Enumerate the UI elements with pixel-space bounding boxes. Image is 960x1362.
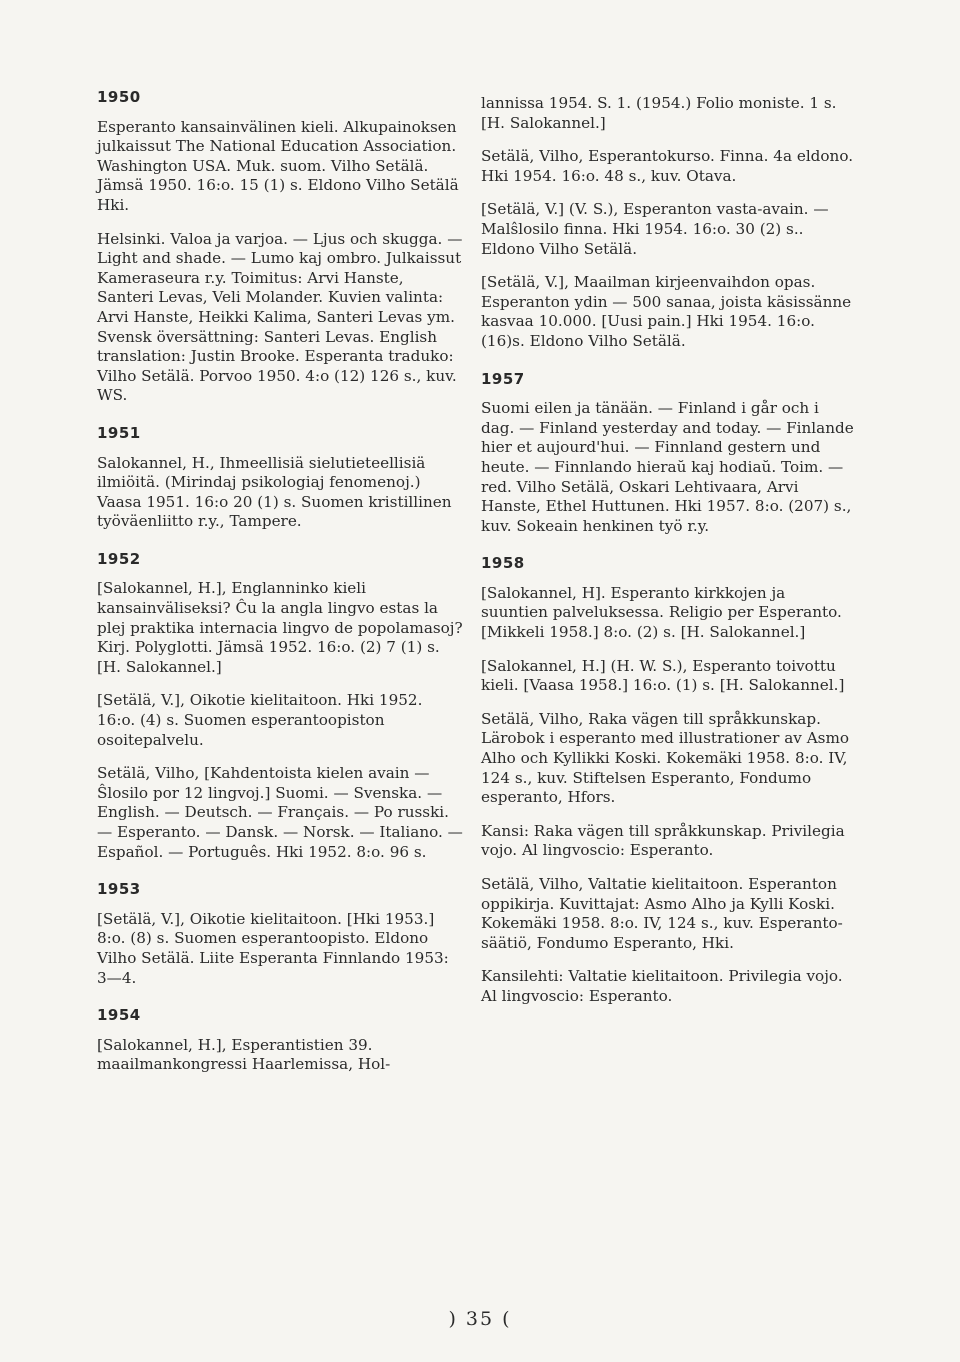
right-column	[481, 94, 855, 1021]
bibliography-entry: Salokannel, H., Ihmeellisiä sielutieteellisiä ilmiöitä. (Mirindaj psikologiaj fenomenoj.) Vaasa 1951. 16:o 20 (1) s. Suomen kristillinen työväenliitto r.y., Tampere.	[97, 453, 452, 531]
year-heading: 1958	[481, 554, 525, 573]
bibliography-entry: Helsinki. Valoa ja varjoa. — Ljus och skugga. — Light and shade. — Lumo kaj ombro. Julkaissut Kameraseura r.y. Toimitus: Arvi Hanste, Santeri Levas, Veli Molander. Kuvien valinta: Arvi Hanste, Heikki Kalima, Santeri Levas ym. Svensk översättning: Santeri Levas. English translation: Justin Brooke. Esperanta traduko: Vilho Setälä. Porvoo 1950. 4:o (12) 126 s., kuv. WS.	[97, 229, 463, 405]
bibliography-entry: [Salokannel, H.], Esperantistien 39. maailmankongressi Haarlemissa, Hol-	[97, 1035, 391, 1074]
bibliography-entry: Kansilehti: Valtatie kielitaitoon. Privilegia vojo. Al lingvoscio: Esperanto.	[481, 967, 843, 1005]
bibliography-entry: lannissa 1954. S. 1. (1954.) Folio moniste. 1 s. [H. Salokannel.]	[481, 94, 837, 132]
bibliography-entry: [Salokannel, H.] (H. W. S.), Esperanto toivottu kieli. [Vaasa 1958.] 16:o. (1) s. [H. Salokannel.]	[481, 656, 845, 695]
year-heading: 1953	[97, 880, 141, 899]
year-heading: 1954	[97, 1006, 141, 1025]
bibliography-entry: Esperanto kansainvälinen kieli. Alkupainoksen julkaissut The National Education Association. Washington USA. Muk. suom. Vilho Setälä. Jämsä 1950. 16:o. 15 (1) s. Eldono Vilho Setälä Hki.	[97, 117, 459, 214]
page-number: ) 35 (	[448, 1308, 512, 1330]
bibliography-entry: Setälä, Vilho, Esperantokurso. Finna. 4a eldono. Hki 1954. 16:o. 48 s., kuv. Otava.	[481, 147, 854, 185]
bibliography-entry: [Setälä, V.], Oikotie kielitaitoon. [Hki 1953.] 8:o. (8) s. Suomen esperantoopisto. Eldono Vilho Setälä. Liite Esperanta Finnlando 1953: 3—4.	[97, 909, 449, 987]
bibliography-entry: Setälä, Vilho, Raka vägen till språkkunskap. Lärobok i esperanto med illustrationer av Asmo Alho och Kyllikki Koski. Kokemäki 1958. 8:o. IV, 124 s., kuv. Stiftelsen Esperanto, Fondumo esperanto, Hfors.	[481, 709, 850, 807]
bibliography-entry: [Salokannel, H]. Esperanto kirkkojen ja suuntien palveluksessa. Religio per Esperanto. [Mikkeli 1958.] 8:o. (2) s. [H. Salokannel.]	[481, 583, 842, 642]
bibliography-entry: [Salokannel, H.], Englanninko kieli kansainväliseksi? Ĉu la angla lingvo estas la plej praktika internacia lingvo de popolamasoj? Kirj. Polyglotti. Jämsä 1952. 16:o. (2) 7 (1) s. [H. Salokannel.]	[97, 579, 463, 676]
year-heading: 1951	[97, 423, 141, 442]
year-heading: 1952	[97, 549, 141, 568]
bibliography-entry: Setälä, Vilho, [Kahdentoista kielen avain — Ŝlosilo por 12 lingvoj.] Suomi. — Svenska. — English. — Deutsch. — Français. — Po russki. — Esperanto. — Dansk. — Norsk. — Italiano. — Español. — Português. Hki 1952. 8:o. 96 s.	[97, 764, 463, 861]
bibliography-entry: Suomi eilen ja tänään. — Finland i går och i dag. — Finland yesterday and today. — Finlande hier et aujourd'hui. — Finnland gestern und heute. — Finnlando hieraŭ kaj hodiaŭ. Toim. — red. Vilho Setälä, Oskari Lehtivaara, Arvi Hanste, Ethel Huttunen. Hki 1957. 8:o. (207) s., kuv. Sokeain henkinen työ r.y.	[481, 399, 854, 535]
left-column	[97, 88, 463, 1089]
bibliography-entry: Kansi: Raka vägen till språkkunskap. Privilegia vojo. Al lingvoscio: Esperanto.	[481, 821, 845, 860]
bibliography-entry: [Setälä, V.], Maailman kirjeenvaihdon opas. Esperanton ydin — 500 sanaa, joista käsissänne kasvaa 10.000. [Uusi pain.] Hki 1954. 16:o. (16)s. Eldono Vilho Setälä.	[481, 273, 852, 350]
year-heading: 1950	[97, 88, 141, 106]
year-heading: 1957	[481, 369, 525, 388]
bibliography-entry: Setälä, Vilho, Valtatie kielitaitoon. Esperanton oppikirja. Kuvittajat: Asmo Alho ja Kylli Koski. Kokemäki 1958. 8:o. IV, 124 s., kuv. Esperanto-säätiö, Fondumo Esperanto, Hki.	[481, 875, 843, 952]
bibliography-entry: [Setälä, V.] (V. S.), Esperanton vasta-avain. — Malŝlosilo finna. Hki 1954. 16:o. 30 (2) s.. Eldono Vilho Setälä.	[481, 200, 829, 258]
bibliography-entry: [Setälä, V.], Oikotie kielitaitoon. Hki 1952. 16:o. (4) s. Suomen esperantoopiston osoitepalvelu.	[97, 691, 423, 749]
